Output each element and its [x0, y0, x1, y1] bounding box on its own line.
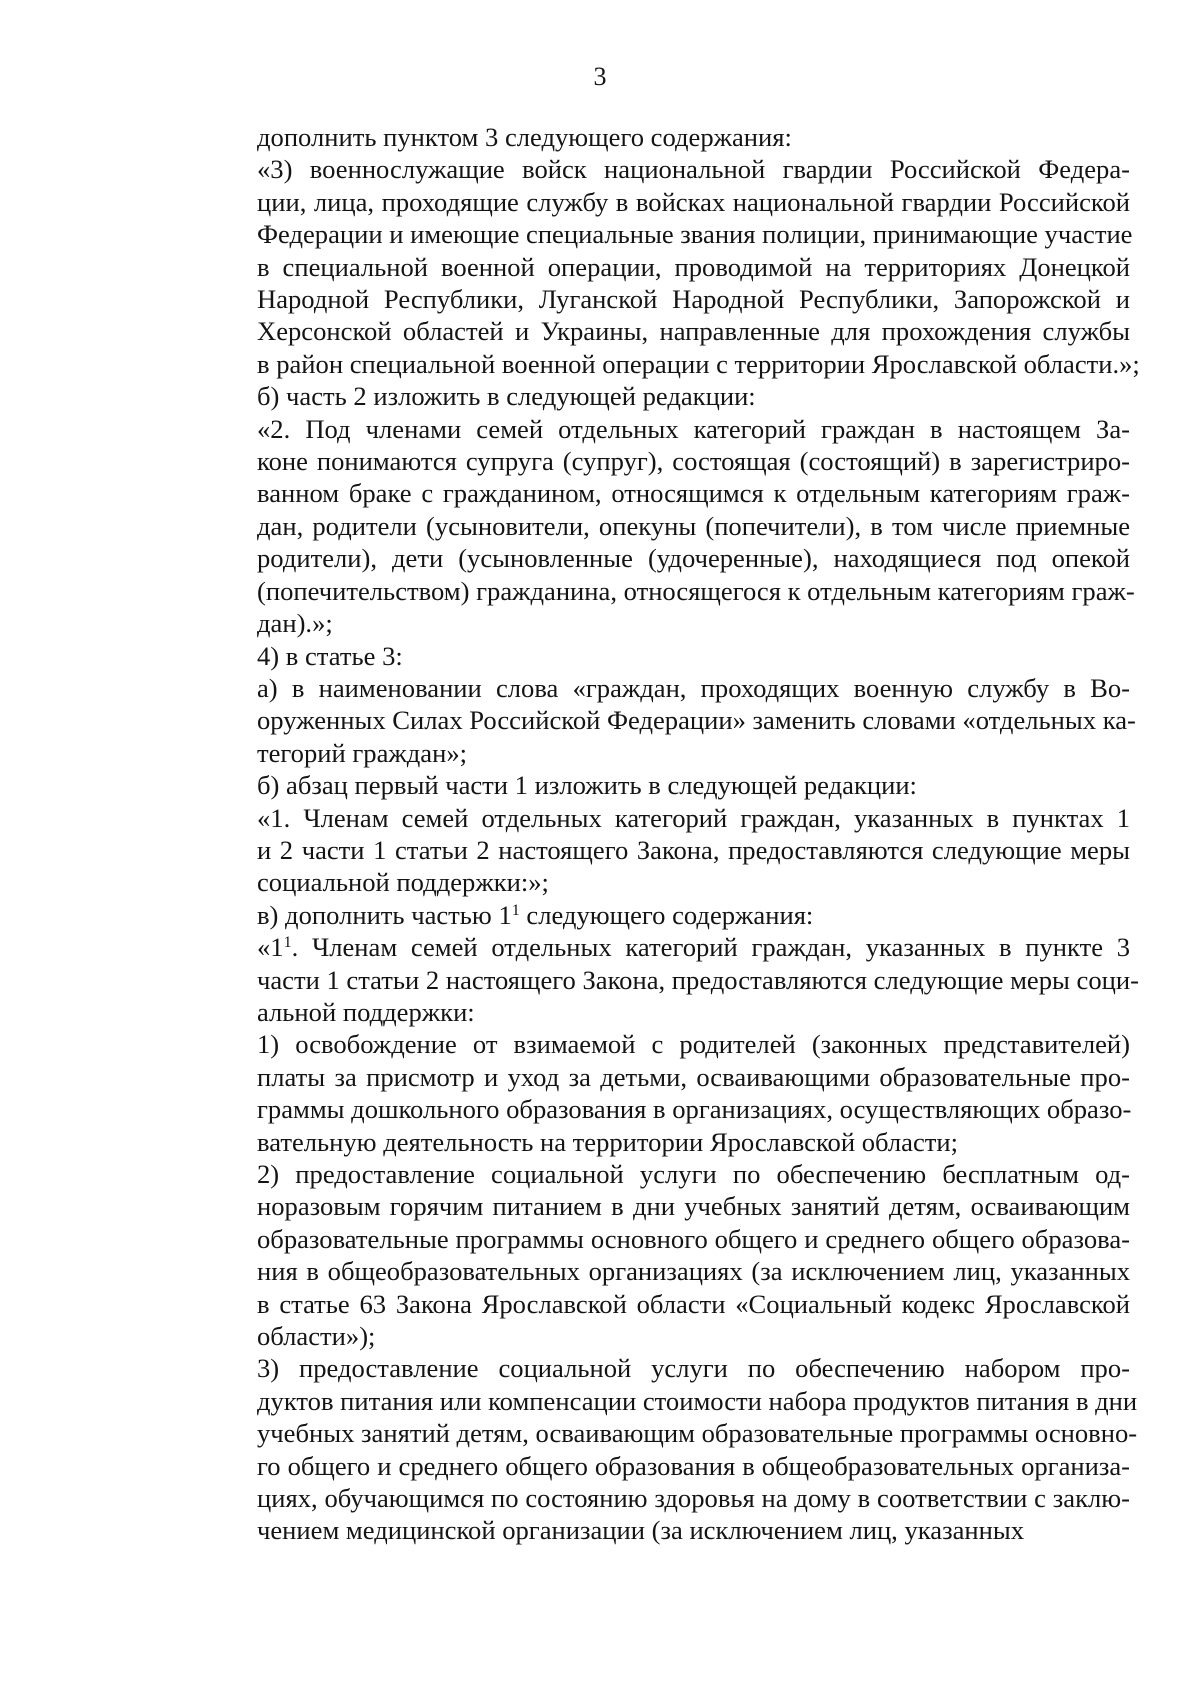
- text-line: а) в наименовании слова «граждан, проходящих военную службу в Во-: [257, 672, 1130, 703]
- paragraph: [187, 672, 1136, 769]
- paragraph: [187, 899, 1130, 931]
- text-line: тегорий граждан»;: [257, 737, 468, 768]
- text-line: «2. Под членами семей отдельных категорий граждан в настоящем За-: [257, 413, 1130, 444]
- text-line: учебных занятий детям, осваивающим образовательные программы основно-: [257, 1418, 1138, 1449]
- paragraph: [187, 121, 1130, 153]
- text-line: дан).»;: [257, 608, 333, 639]
- paragraph: [187, 413, 1135, 640]
- paragraph: [187, 640, 1130, 672]
- text-line: в специальной военной операции, проводимой на территориях Донецкой: [257, 251, 1130, 282]
- text-line: ванном браке с гражданином, относящимся к отдельным категориям граж-: [257, 478, 1130, 509]
- superscript: 1: [511, 901, 520, 919]
- text-line: дан, родители (усыновители, опекуны (попечители), в том числе приемные: [257, 510, 1130, 541]
- text-line: (попечительством) гражданина, относящегося к отдельным категориям граж-: [257, 575, 1135, 606]
- text-line: оруженных Силах Российской Федерации» заменить словами «отдельных ка-: [257, 705, 1136, 736]
- paragraph: [187, 153, 1140, 380]
- text-line: области»);: [257, 1321, 376, 1352]
- paragraph: [187, 931, 1139, 1028]
- text-line: «1. Членам семей отдельных категорий граждан, указанных в пунктах 1: [257, 802, 1130, 833]
- paragraph: [187, 1028, 1130, 1158]
- text-line: 2) предоставление социальной услуги по обеспечению бесплатным од-: [257, 1159, 1130, 1189]
- paragraph: [187, 1352, 1138, 1546]
- text-line: родители), дети (усыновленные (удочеренные), находящиеся под опекой: [257, 543, 1130, 574]
- text-line: в статье 63 Закона Ярославской области «Социальный кодекс Ярославской: [257, 1288, 1130, 1319]
- page-number: 3: [593, 62, 607, 91]
- text-line: в район специальной военной операции с территории Ярославской области.»;: [257, 348, 1140, 379]
- text-line: платы за присмотр и уход за детьми, осваивающими образовательные про-: [257, 1061, 1130, 1092]
- text-line: и 2 части 1 статьи 2 настоящего Закона, предоставляются следующие меры: [257, 834, 1130, 865]
- text-line: б) часть 2 изложить в следующей редакции:: [257, 381, 756, 412]
- document-body: [187, 121, 1140, 1547]
- text-line: «$1^1$. Членам семей отдельных категорий граждан, указанных в пункте 3: [257, 932, 1130, 963]
- text-line: 4) в статье 3:: [257, 640, 403, 671]
- text-line: ции, лица, проходящие службу в войсках национальной гвардии Российской: [257, 186, 1130, 217]
- paragraph: [187, 380, 1130, 412]
- text-line: граммы дошкольного образования в организациях, осуществляющих образо-: [257, 1094, 1132, 1125]
- text-line: альной поддержки:: [257, 996, 475, 1027]
- text-line: Херсонской областей и Украины, направленные для прохождения службы: [257, 316, 1130, 347]
- text-line: коне понимаются супруга (супруг), состоящая (состоящий) в зарегистриро-: [257, 446, 1130, 477]
- text-line: 3) предоставление социальной услуги по обеспечению набором про-: [257, 1353, 1130, 1384]
- text-line: го общего и среднего общего образования в общеобразовательных организа-: [257, 1450, 1130, 1481]
- text-line: социальной поддержки:»;: [257, 867, 549, 898]
- text-line: дуктов питания или компенсации стоимости набора продуктов питания в дни: [257, 1385, 1138, 1416]
- text-line: циях, обучающимся по состоянию здоровья на дому в соответствии с заклю-: [257, 1483, 1130, 1514]
- text-line: части 1 статьи 2 настоящего Закона, предоставляются следующие меры соци-: [257, 964, 1139, 995]
- text-line: чением медицинской организации (за исключением лиц, указанных: [257, 1515, 1025, 1546]
- text-line: «3) военнослужащие войск национальной гвардии Российской Федера-: [257, 154, 1130, 185]
- text-line: дополнить пунктом 3 следующего содержания:: [257, 122, 792, 152]
- text-line: Федерации и имеющие специальные звания полиции, принимающие участие: [257, 219, 1133, 250]
- text-line: 1) освобождение от взимаемой с родителей (законных представителей): [257, 1029, 1130, 1060]
- text-line: Народной Республики, Луганской Народной Республики, Запорожской и: [257, 284, 1130, 315]
- text-line: вательную деятельность на территории Ярославской области;: [257, 1126, 958, 1157]
- paragraph: [187, 1158, 1130, 1352]
- text-line: образовательные программы основного общего и среднего общего образова-: [257, 1223, 1130, 1254]
- text-line: норазовым горячим питанием в дни учебных занятий детям, осваивающим: [257, 1191, 1130, 1222]
- text-line: в) дополнить частью $1^1$ следующего содержания:: [257, 899, 814, 930]
- paragraph: [187, 769, 1130, 801]
- text-line: ния в общеобразовательных организациях (за исключением лиц, указанных: [257, 1256, 1130, 1287]
- superscript: 1: [283, 934, 292, 952]
- paragraph: [187, 802, 1130, 899]
- text-line: б) абзац первый части 1 изложить в следующей редакции:: [257, 770, 917, 801]
